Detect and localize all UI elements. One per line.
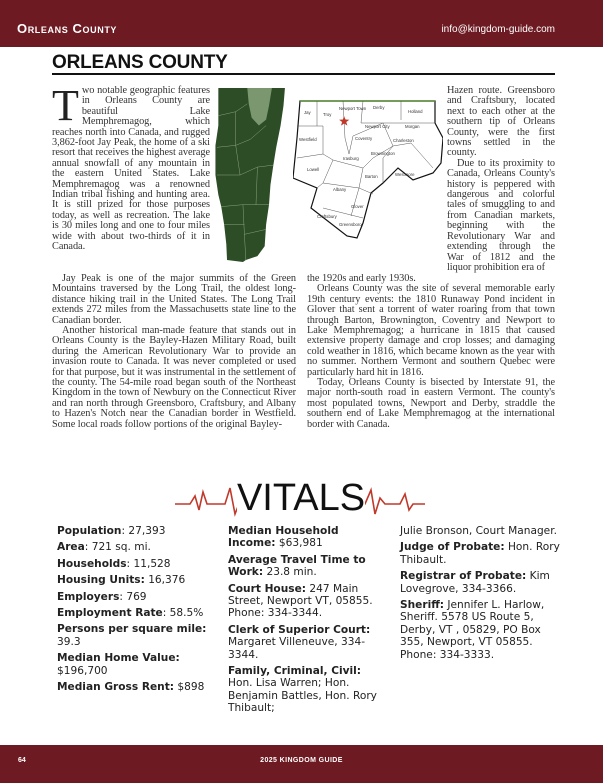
map-label: Lowell [307,167,320,172]
map-label: Newport City [365,124,390,129]
vital-item [400,541,560,566]
vital-item [57,591,222,603]
map-label: Westfield [299,137,317,142]
vital-label: Court House: [228,582,306,595]
vital-value: : 27,393 [121,525,166,537]
vital-item [400,599,560,661]
section-name: Orleans County [17,21,118,36]
vital-label: Family, Criminal, Civil: [228,665,362,678]
vital-value: : 58.5% [162,607,204,620]
vital-label: Persons per square mile: [57,623,207,636]
vital-value: Julie Bronson, Court Manager. [400,525,557,537]
vital-value: $898 [174,681,205,694]
vital-item [57,541,222,553]
article-column-narrow-right [447,86,555,273]
article-column-right [307,274,555,430]
vital-value: $63,981 [275,537,323,550]
vital-value: 247 Main Street, Newport VT, 05855. Phone: 334-3344. [228,582,373,620]
vital-item [57,558,222,570]
map-label: Greensboro [339,222,362,227]
vital-label: Employers [57,590,120,603]
vital-item [57,525,222,537]
vital-value: : 769 [119,590,147,603]
map-label: Troy [323,112,332,117]
map-label: Jay [304,110,311,115]
map-label: Westmore [395,172,415,177]
vital-item [57,574,222,586]
vital-item [400,525,560,537]
page-number: 64 [18,757,26,764]
vital-label: Clerk of Superior Court: [228,623,371,636]
vital-value: Hon. Rory Thibault. [400,541,560,566]
article-column-left [52,274,296,430]
map-label: Barton [365,174,378,179]
article-column-narrow-left [52,81,210,253]
map-label: Craftsbury [317,214,337,219]
map-label: Morgan [405,124,420,129]
map-label: Albany [333,187,347,192]
drop-cap: T [52,81,79,130]
vital-item [228,624,388,661]
paragraph-5: Orleans County was the site of several memorable early 19th century events: the 1810 Runaway Pond incident in Glover that sent a torrent of water roaring from that town through Barton, Brownington, Coventry and Newport to Lake Memphremagog; a hurricane in 1815 that caused extensive property damage and crop losses; and damaging cold weather in 1816, which became known as the year with no summer. Northern Vermont and southern Quebec were particularly hard hit in 1816. [307,283,555,378]
vital-label: Average Travel Time to Work: [228,553,366,579]
vital-value: 39.3 [57,635,81,648]
vital-value: 23.8 min. [263,566,317,579]
vital-label: Housing Units: [57,574,145,587]
vitals-column-3 [400,525,560,665]
paragraph-1: wo notable geographic features in Orleans County are beautiful Lake Memphremagog, which reaches north into Canada, and rugged 3,862-foot Jay Peak, the home of a ski resort that receives the highest average annual snowfall of any mountain in the eastern United States. Lake Memphremagog was a renowned Indian tribal fishing and hunting area. It is still prized for those purposes today, as well as recreation. The lake is 30 miles long and one to four miles wide with about two-thirds of it in Canada. [52,85,210,253]
paragraph-2: Jay Peak is one of the major summits of the Green Mountains traversed by the Long Trail, the oldest long-distance hiking trail in the United States. The Long Trail extends 272 miles from the Massachusetts state line to the Canadian border. [52,273,296,326]
page-title: ORLEANS COUNTY [52,52,228,73]
map-label: Brownington [371,151,395,156]
vital-label: Employment Rate [57,607,163,620]
vital-item [57,681,222,693]
footer-bar [0,745,603,783]
paragraph-3-continued: Hazen route. Greensboro and Craftsbury, located next to each other at the southern tip of Orleans County, were the first towns settled in the county. [447,85,555,159]
vital-label: Judge of Probate: [400,541,505,554]
vital-item [57,652,222,677]
vital-value: 16,376 [144,574,186,587]
vitals-column-1 [57,525,222,697]
paragraph-4: Due to its proximity to Canada, Orleans County's history is peppered with dangerous and colorful tales of smuggling to and from Canadian markets, beginning with the Revolutionary War and extending through the War of 1812 and the liquor prohibition era of [447,157,555,273]
vital-label: Registrar of Probate: [400,570,527,583]
map-label: Irasburg [343,156,359,161]
vital-label: Area [57,541,85,554]
vital-item [228,583,388,620]
vitals-heading-graphic [175,474,425,522]
vital-value: $196,700 [57,664,108,677]
publication-name: 2025 KINGDOM GUIDE [260,757,343,764]
orleans-towns-map [293,98,443,248]
map-label: Holland [408,109,423,114]
vital-label: Median Home Value: [57,652,180,665]
map-label: Newport Town [339,106,367,111]
map-label: Glover [351,204,364,209]
vitals-column-2 [228,525,388,719]
vital-item [57,623,222,648]
vitals-title: VITALS [236,477,366,519]
vital-item [57,607,222,619]
map-label: Derby [373,105,385,110]
vital-value: Jennifer L. Harlow, Sheriff. 5578 US Route 5, Derby, VT , 05829, PO Box 355, Newport, VT 05855. Phone: 334-3333. [400,599,545,661]
title-rule [52,73,555,75]
vital-item [228,554,388,579]
vermont-map [214,86,290,264]
paragraph-6: Today, Orleans County is bisected by Interstate 91, the major north-south road in eastern Vermont. The county's most populated towns, Newport and Derby, straddle the southern end of Lake Memphremagog at the international border with Canada. [307,377,555,430]
vital-value: Margaret Villeneuve, 334-3344. [228,636,366,661]
paragraph-4-continued: the 1920s and early 1930s. [307,273,416,284]
vital-item [228,525,388,550]
vital-value: : 721 sq. mi. [84,541,151,554]
map-label: Charleston [393,138,414,143]
vital-label: Sheriff: [400,599,445,612]
contact-email[interactable]: info@kingdom-guide.com [441,24,555,35]
vital-label: Population [57,525,122,537]
vital-value: : 11,528 [126,557,171,570]
vital-item [400,570,560,595]
vital-value: Kim Lovegrove, 334-3366. [400,570,550,595]
vital-value: Hon. Lisa Warren; Hon. Benjamin Battles, Hon. Rory Thibault; [228,677,377,715]
vital-label: Median Gross Rent: [57,681,175,694]
header-bar [0,0,603,47]
map-label: Coventry [355,136,373,141]
vital-item [228,665,388,715]
paragraph-3: Another historical man-made feature that stands out in Orleans County is the Bayley-Hazen Military Road, built during the American Revolutionary War to provide an invasion route to Canada. It was never completed or used for that purpose, but it was instrumental in the settlement of the county. The 54-mile road began south of the Northeast Kingdom in the town of Newbury on the Connecticut River and ran north through Greensboro, Craftsbury, and Albany to Hazen's Notch near the Canadian border in Westfield. Some local roads follow portions of the original Bayley- [52,325,296,430]
vital-label: Households [57,557,127,570]
vital-label: Median Household Income: [228,525,339,550]
